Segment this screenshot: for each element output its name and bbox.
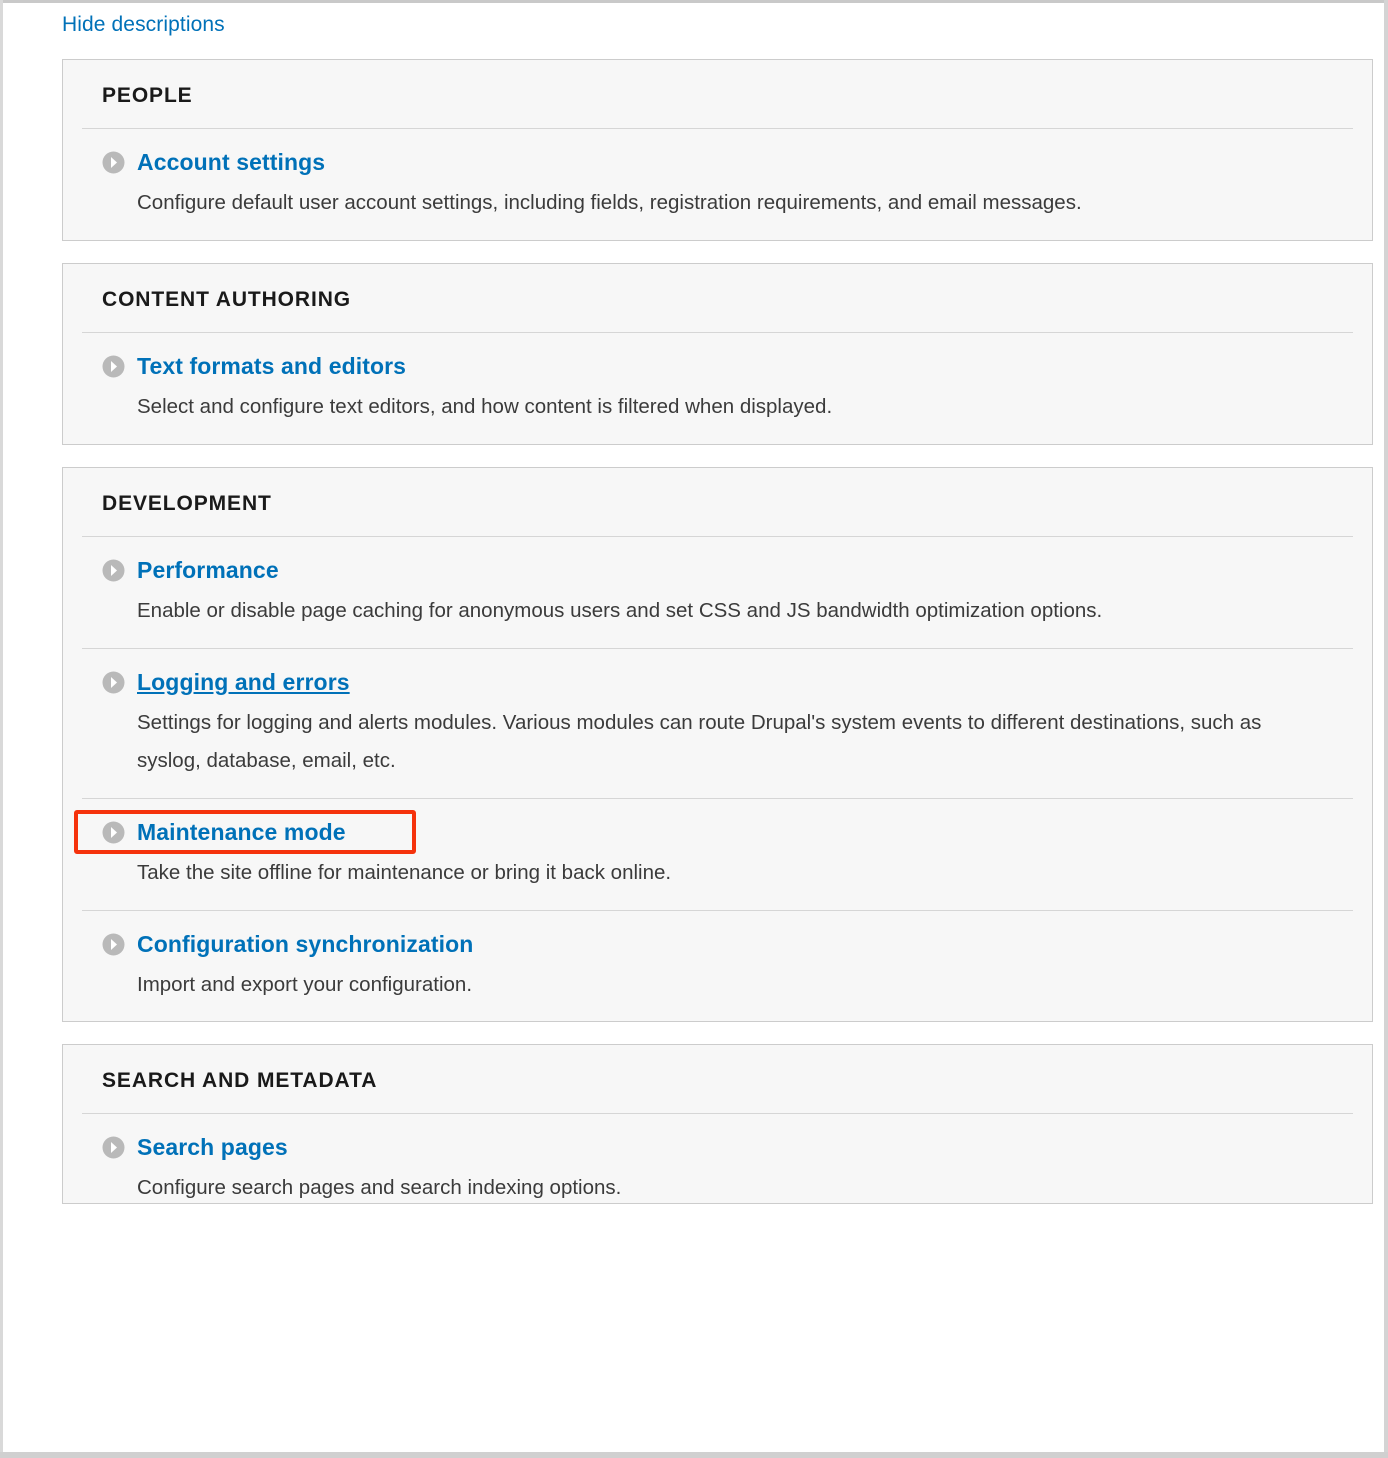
- config-item-link-text-formats-and-editors[interactable]: Text formats and editors: [137, 352, 407, 379]
- config-item-head: [102, 149, 1353, 176]
- config-item-description: Enable or disable page caching for anonymous users and set CSS and JS bandwidth optimization options.: [137, 598, 1103, 622]
- section-items: [63, 129, 1372, 240]
- config-item-head: [102, 557, 1353, 584]
- config-item-head: [102, 353, 1353, 380]
- chevron-right-circle-icon: [102, 933, 125, 956]
- config-item: [82, 1114, 1353, 1204]
- section-title: DEVELOPMENT: [82, 468, 1353, 537]
- section-items: [63, 333, 1372, 444]
- chevron-right-circle-icon: [102, 1136, 125, 1159]
- section-development: [62, 467, 1373, 1023]
- config-item-link-configuration-synchronization[interactable]: Configuration synchronization: [137, 930, 474, 957]
- config-item: [82, 129, 1353, 240]
- config-item: [82, 799, 1353, 911]
- chevron-right-circle-icon: [102, 355, 125, 378]
- config-item-head: [102, 931, 1353, 958]
- config-item-description: Take the site offline for maintenance or bring it back online.: [137, 860, 672, 884]
- chevron-right-circle-icon: [102, 671, 125, 694]
- config-item: [82, 649, 1353, 799]
- config-item-description: Configure search pages and search indexing options.: [137, 1176, 622, 1200]
- config-item-link-account-settings[interactable]: Account settings: [137, 149, 326, 175]
- config-item-link-search-pages[interactable]: Search pages: [137, 1134, 288, 1161]
- config-item-description: Select and configure text editors, and how content is filtered when displayed.: [137, 394, 833, 418]
- chevron-right-circle-icon: [102, 559, 125, 582]
- chevron-right-circle-icon: [102, 151, 125, 174]
- config-item-head: [102, 1134, 1353, 1161]
- config-content: [0, 3, 1380, 1204]
- config-item-head: [102, 669, 1353, 696]
- section-title: CONTENT AUTHORING: [82, 264, 1353, 333]
- section-title: SEARCH AND METADATA: [82, 1045, 1353, 1114]
- config-item-link-logging-and-errors[interactable]: Logging and errors: [137, 668, 350, 695]
- page-frame-right: [1384, 0, 1388, 1458]
- config-item-link-performance[interactable]: Performance: [137, 556, 279, 583]
- section-items: [63, 1114, 1372, 1204]
- section-search-and-metadata: [62, 1044, 1373, 1204]
- chevron-right-circle-icon: [102, 821, 125, 844]
- section-content-authoring: [62, 263, 1373, 445]
- page-frame-bottom: [0, 1452, 1388, 1458]
- section-people: [62, 59, 1373, 241]
- config-item-link-maintenance-mode[interactable]: Maintenance mode: [137, 818, 346, 845]
- section-title: PEOPLE: [82, 60, 1353, 129]
- config-item: [82, 333, 1353, 444]
- config-item-description: Import and export your configuration.: [137, 972, 473, 996]
- section-items: [63, 537, 1372, 1022]
- config-item: [82, 537, 1353, 649]
- config-item-description: Configure default user account settings, including fields, registration requirements, and email messages.: [137, 191, 1082, 214]
- config-item: [82, 911, 1353, 1022]
- toggle-descriptions-link[interactable]: Hide descriptions: [62, 13, 225, 36]
- config-item-head: [102, 819, 1353, 846]
- config-item-description: Settings for logging and alerts modules. Various modules can route Drupal's system events to different destinations, such as syslog, database, email, etc.: [137, 710, 1262, 772]
